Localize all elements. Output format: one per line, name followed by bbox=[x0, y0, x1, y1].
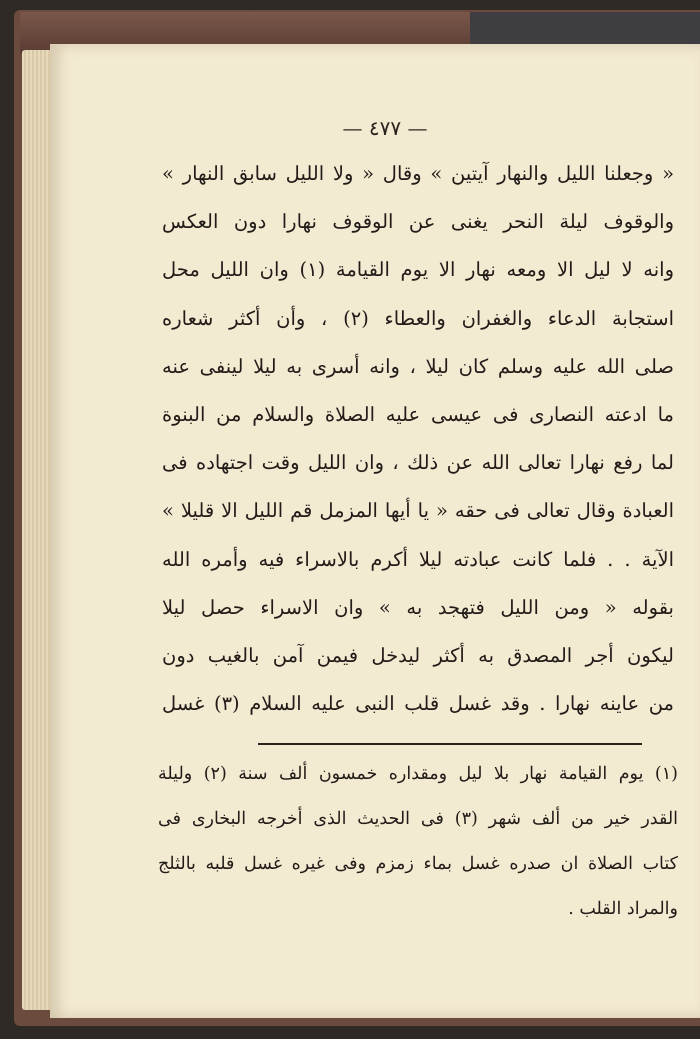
footnote-line: والمراد القلب . bbox=[568, 899, 678, 919]
footnote-divider bbox=[258, 743, 642, 745]
page-number: — ٤٧٧ — bbox=[342, 116, 428, 140]
footnotes bbox=[158, 752, 678, 932]
body-line: وانه لا ليل الا ومعه نهار الا يوم القيامة (١) وان الليل محل bbox=[162, 258, 674, 282]
body-line: والوقوف ليلة النحر يغنى عن الوقوف نهارا دون العكس bbox=[162, 210, 674, 234]
body-line: بقوله « ومن الليل فتهجد به » وان الاسراء حصل ليلا bbox=[162, 595, 674, 619]
footnote-line: كتاب الصلاة ان صدره غسل بماء زمزم وفى غيره غسل قلبه بالثلج bbox=[158, 854, 678, 874]
body-line: « وجعلنا الليل والنهار آيتين » وقال « ولا الليل سابق النهار » bbox=[162, 162, 674, 185]
footnote-line: (١) يوم القيامة نهار بلا ليل ومقداره خمسون ألف سنة (٢) وليلة bbox=[158, 764, 678, 784]
body-line: ما ادعته النصارى فى عيسى عليه الصلاة والسلام من البنوة bbox=[162, 402, 674, 426]
body-line: لما رفع نهارا تعالى الله عن ذلك ، وان الليل وقت اجتهاده فى bbox=[162, 451, 674, 475]
body-line: العبادة وقال تعالى فى حقه « يا أيها المزمل قم الليل الا قليلا » bbox=[162, 499, 674, 523]
page-stack-edge bbox=[22, 50, 52, 1010]
body-line: من عاينه نهارا . وقد غسل قلب النبى عليه السلام (٣) غسل bbox=[162, 692, 674, 716]
footnote-line: القدر خير من ألف شهر (٣) فى الحديث الذى أخرجه البخارى فى bbox=[158, 809, 678, 829]
body-line: صلى الله عليه وسلم كان ليلا ، وانه أسرى به ليلا لينفى عنه bbox=[162, 354, 674, 378]
body-line: الآية . . فلما كانت عبادته ليلا أكرم بالاسراء فيه وأمره الله bbox=[162, 547, 674, 571]
body-line: ليكون أجر المصدق به أكثر ليدخل فيمن آمن بالغيب دون bbox=[162, 643, 674, 667]
body-text bbox=[162, 150, 674, 728]
body-line: استجابة الدعاء والغفران والعطاء (٢) ، وأن أكثر شعاره bbox=[162, 306, 674, 330]
